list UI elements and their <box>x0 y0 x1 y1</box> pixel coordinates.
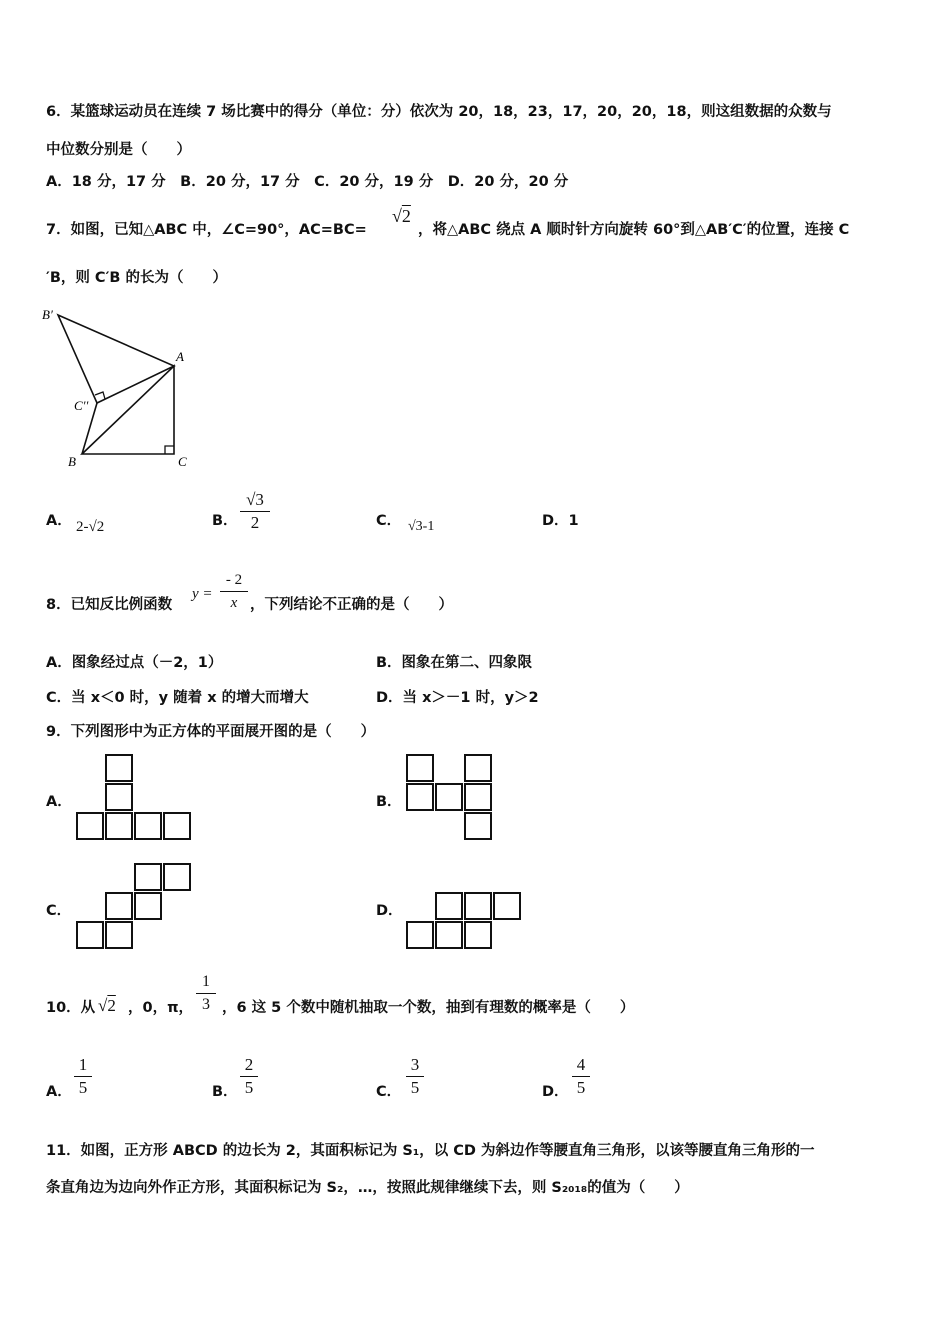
q10-sqrt: √2 <box>98 996 116 1015</box>
q9-label-a: A． <box>46 794 72 810</box>
q7-line1-a: 7．如图，已知△ABC 中，∠C=90°，AC=BC= <box>46 222 367 238</box>
q10-option-a-fraction: 1 5 <box>74 1055 92 1098</box>
q7-option-b-num: √3 <box>246 490 264 509</box>
q11-line2: 条直角边为边向外作正方形，其面积标记为 S₂，…，按照此规律继续下去，则 S₂₀₁₈的值为（ ） <box>46 1180 689 1196</box>
q10-option-b-fraction: 2 5 <box>240 1055 258 1098</box>
q7-option-a-label: A． <box>46 513 72 529</box>
label-b-prime: B′ <box>42 307 53 322</box>
label-a: A <box>176 349 184 364</box>
q9-label-c: C． <box>46 903 72 919</box>
q7-option-b-label: B． <box>212 513 238 529</box>
q10-option-b-label: B． <box>212 1084 238 1100</box>
q10-frac-den: 3 <box>202 996 210 1013</box>
q6-line1: 6．某篮球运动员在连续 7 场比赛中的得分（单位：分）依次为 20，18，23，17，20，20，18，则这组数据的众数与 <box>46 104 832 120</box>
q9-text: 9．下列图形中为正方体的平面展开图的是（ ） <box>46 724 376 740</box>
q10-option-d-fraction: 4 5 <box>572 1055 590 1098</box>
q8-option-c: C．当 x＜0 时，y 随着 x 的增大而增大 <box>46 690 309 706</box>
triangle-ab-prime-c-prime <box>58 315 174 403</box>
q6-options: A．18 分，17 分 B．20 分，17 分 C．20 分，19 分 D．20 分，20 分 <box>46 174 569 190</box>
q7-triangle-figure <box>38 303 198 473</box>
q7-option-b-fraction <box>240 490 270 533</box>
q7-option-b-den: 2 <box>250 513 260 532</box>
q10-text-a: 10．从 <box>46 1000 96 1016</box>
q8-func-lhs: y = <box>192 586 213 602</box>
q10-option-c-label: C． <box>376 1084 402 1100</box>
q8-text-a: 8．已知反比例函数 <box>46 597 173 613</box>
q10-option-a-label: A． <box>46 1084 72 1100</box>
q6-line2: 中位数分别是（ ） <box>46 142 191 158</box>
q11-line1: 11．如图，正方形 ABCD 的边长为 2，其面积标记为 S₁，以 CD 为斜边作等腰直角三角形，以该等腰直角三角形的一 <box>46 1143 815 1159</box>
q10-option-d-label: D． <box>542 1084 569 1100</box>
q10-fraction <box>196 972 216 1015</box>
q10-frac-num: 1 <box>202 973 210 990</box>
q8-text-b: ，下列结论不正确的是（ ） <box>250 597 453 613</box>
q8-func-fraction <box>220 570 248 613</box>
q8-option-d: D．当 x＞－1 时，y＞2 <box>376 690 539 706</box>
q10-option-c-fraction: 3 5 <box>406 1055 424 1098</box>
q7-option-c-value: √3-1 <box>408 519 435 534</box>
q8-func-den: x <box>230 595 238 611</box>
q7-line1-b: ，将△ABC 绕点 A 顺时针方向旋转 60°到△AB′C′的位置，连接 C <box>418 222 850 238</box>
right-angle-mark-c-prime <box>95 392 105 399</box>
q8-func-num: - 2 <box>225 572 243 588</box>
q10-text-b: ，0，π， <box>128 1000 194 1016</box>
q10-text-c: ，6 这 5 个数中随机抽取一个数，抽到有理数的概率是（ ） <box>222 1000 635 1016</box>
q7-option-c-label: C． <box>376 513 402 529</box>
q9-label-d: D． <box>376 903 403 919</box>
label-c: C <box>178 454 187 469</box>
q7-option-d: D．1 <box>542 513 579 529</box>
q8-option-b: B．图象在第二、四象限 <box>376 655 533 671</box>
q8-option-a: A．图象经过点（－2，1） <box>46 655 223 671</box>
label-b: B <box>68 454 76 469</box>
triangle-abc <box>82 366 174 454</box>
label-c-prime: C′′ <box>74 398 89 413</box>
q9-label-b: B． <box>376 794 402 810</box>
q7-sqrt: √2 <box>392 206 411 226</box>
right-angle-mark-c <box>165 446 174 454</box>
q7-line2: ′B，则 C′B 的长为（ ） <box>46 270 227 286</box>
q7-option-a-value: 2-√2 <box>76 519 105 535</box>
